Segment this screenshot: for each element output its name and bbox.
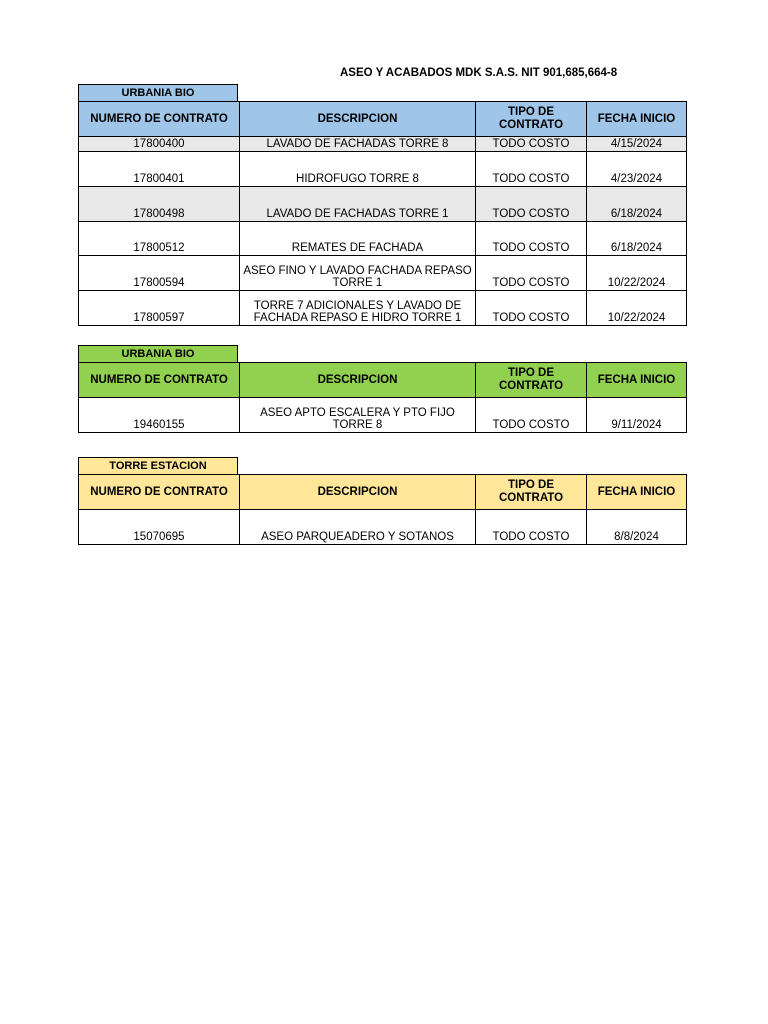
cell-contract: 17800401 <box>79 152 240 187</box>
table-row <box>79 152 687 187</box>
table-row <box>79 187 687 222</box>
table-row <box>79 398 687 433</box>
header-type: TIPO DE CONTRATO <box>476 475 587 510</box>
section-title: URBANIA BIO <box>78 345 238 362</box>
company-header: ASEO Y ACABADOS MDK S.A.S. NIT 901,685,664-8 <box>340 67 618 79</box>
cell-description: REMATES DE FACHADA <box>240 222 476 256</box>
cell-date: 10/22/2024 <box>587 291 687 326</box>
cell-description: ASEO PARQUEADERO Y SOTANOS <box>240 510 476 545</box>
cell-date: 6/18/2024 <box>587 187 687 222</box>
cell-description: TORRE 7 ADICIONALES Y LAVADO DE FACHADA REPASO E HIDRO TORRE 1 <box>240 291 476 326</box>
table-header-row <box>79 475 687 510</box>
header-type: TIPO DE CONTRATO <box>476 363 587 398</box>
table-header-row <box>79 102 687 137</box>
cell-type: TODO COSTO <box>476 222 587 256</box>
header-description: DESCRIPCION <box>240 102 476 137</box>
header-date: FECHA INICIO <box>587 102 687 137</box>
section-title: URBANIA BIO <box>78 84 238 101</box>
header-contract: NUMERO DE CONTRATO <box>79 475 240 510</box>
contracts-table <box>78 101 687 326</box>
contracts-table <box>78 362 687 433</box>
cell-contract: 19460155 <box>79 398 240 433</box>
table-header-row <box>79 363 687 398</box>
cell-description: ASEO FINO Y LAVADO FACHADA REPASO TORRE 1 <box>240 256 476 291</box>
cell-contract: 17800498 <box>79 187 240 222</box>
header-contract: NUMERO DE CONTRATO <box>79 102 240 137</box>
cell-description: ASEO APTO ESCALERA Y PTO FIJO TORRE 8 <box>240 398 476 433</box>
contracts-table <box>78 474 687 545</box>
cell-description: LAVADO DE FACHADAS TORRE 8 <box>240 137 476 152</box>
cell-date: 8/8/2024 <box>587 510 687 545</box>
header-contract: NUMERO DE CONTRATO <box>79 363 240 398</box>
cell-date: 10/22/2024 <box>587 256 687 291</box>
header-description: DESCRIPCION <box>240 363 476 398</box>
section-urbania-bio-1 <box>78 84 686 326</box>
table-row <box>79 291 687 326</box>
table-row <box>79 256 687 291</box>
cell-description: HIDROFUGO TORRE 8 <box>240 152 476 187</box>
cell-contract: 15070695 <box>79 510 240 545</box>
cell-date: 4/15/2024 <box>587 137 687 152</box>
cell-contract: 17800597 <box>79 291 240 326</box>
header-description: DESCRIPCION <box>240 475 476 510</box>
section-torre-estacion <box>78 457 686 545</box>
cell-date: 6/18/2024 <box>587 222 687 256</box>
header-date: FECHA INICIO <box>587 475 687 510</box>
cell-description: LAVADO DE FACHADAS TORRE 1 <box>240 187 476 222</box>
header-date: FECHA INICIO <box>587 363 687 398</box>
section-urbania-bio-2 <box>78 345 686 433</box>
section-title: TORRE ESTACION <box>78 457 238 474</box>
cell-type: TODO COSTO <box>476 291 587 326</box>
cell-type: TODO COSTO <box>476 398 587 433</box>
cell-type: TODO COSTO <box>476 510 587 545</box>
cell-contract: 17800512 <box>79 222 240 256</box>
cell-type: TODO COSTO <box>476 152 587 187</box>
cell-date: 4/23/2024 <box>587 152 687 187</box>
cell-contract: 17800594 <box>79 256 240 291</box>
table-row <box>79 510 687 545</box>
cell-type: TODO COSTO <box>476 137 587 152</box>
cell-date: 9/11/2024 <box>587 398 687 433</box>
cell-contract: 17800400 <box>79 137 240 152</box>
cell-type: TODO COSTO <box>476 187 587 222</box>
table-row <box>79 222 687 256</box>
table-row <box>79 137 687 152</box>
cell-type: TODO COSTO <box>476 256 587 291</box>
header-type: TIPO DE CONTRATO <box>476 102 587 137</box>
